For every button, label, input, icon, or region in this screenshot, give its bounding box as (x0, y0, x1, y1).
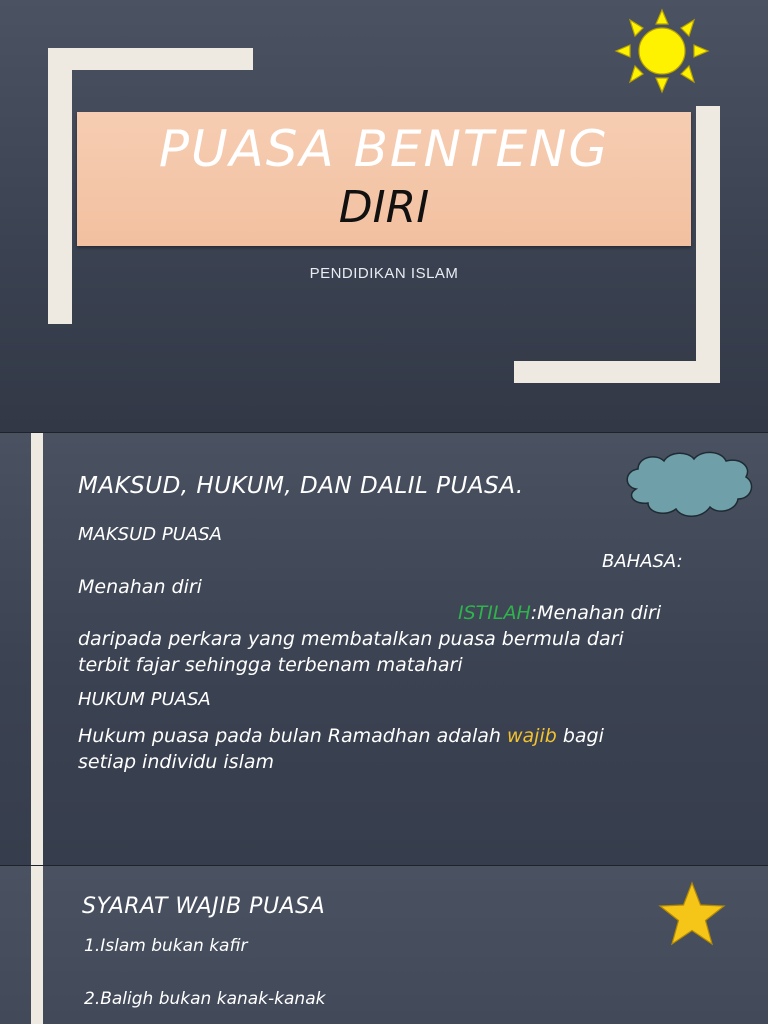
slide-heading: SYARAT WAJIB PUASA (82, 894, 326, 919)
bahasa-label: BAHASA: (602, 551, 683, 572)
istilah-line (458, 600, 661, 626)
syarat-item-2: 2.Baligh bukan kanak-kanak (84, 989, 326, 1009)
maksud-label: MAKSUD PUASA (78, 524, 222, 545)
istilah-label: ISTILAH (458, 602, 531, 624)
sun-icon (614, 8, 710, 94)
istilah-text-a: :Menahan diri (530, 602, 662, 624)
title-slide (0, 0, 768, 432)
bahasa-text: Menahan diri (78, 576, 202, 598)
frame-bracket-right-bottom (514, 361, 720, 383)
title-line-1: PUASA BENTENG (158, 120, 610, 178)
hukum-label: HUKUM PUASA (78, 689, 211, 710)
subtitle: PENDIDIKAN ISLAM (309, 265, 459, 282)
star-icon (656, 880, 728, 948)
syarat-item-1: 1.Islam bukan kafir (84, 936, 248, 956)
title-box (77, 112, 691, 246)
accent-bar (31, 866, 43, 1024)
title-line-2: DIRI (338, 182, 430, 233)
hukum-text-c: setiap individu islam (78, 751, 274, 773)
frame-bracket-left-top (48, 48, 253, 70)
cloud-icon (622, 449, 756, 521)
slide-heading: MAKSUD, HUKUM, DAN DALIL PUASA. (78, 473, 524, 499)
content-slide-maksud (0, 433, 768, 865)
istilah-text-b: daripada perkara yang membatalkan puasa bermula dari (78, 628, 624, 650)
hukum-text-b: bagi (556, 725, 604, 747)
content-slide-syarat (0, 866, 768, 1024)
accent-bar (31, 433, 43, 865)
hukum-text-a: Hukum puasa pada bulan Ramadhan adalah (78, 725, 507, 747)
hukum-highlight: wajib (506, 725, 557, 747)
frame-bracket-left-side (48, 48, 72, 324)
istilah-text-c: terbit fajar sehingga terbenam matahari (78, 654, 463, 676)
frame-bracket-right-side (696, 106, 720, 383)
hukum-line-1 (78, 723, 604, 749)
